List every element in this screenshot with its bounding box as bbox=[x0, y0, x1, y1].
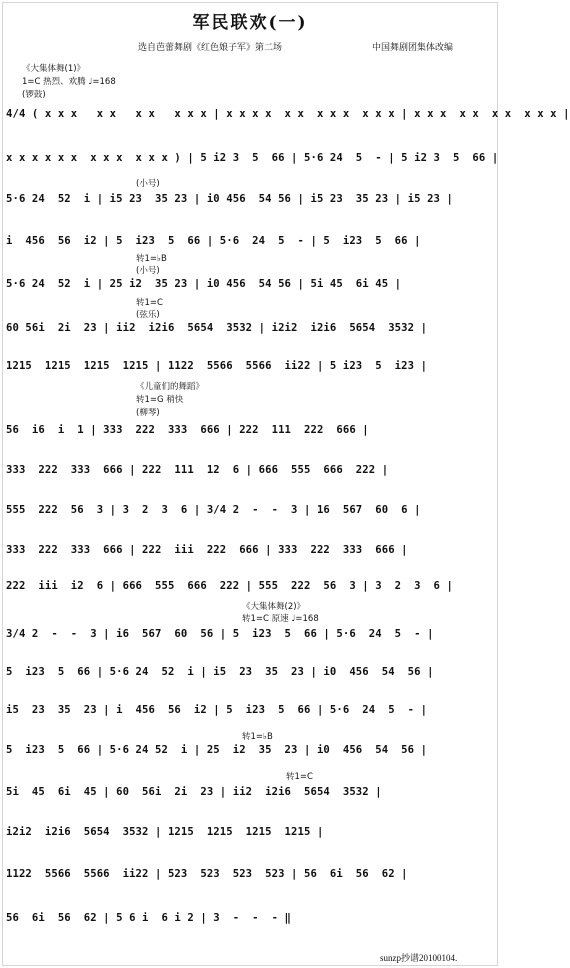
score-line: 5 i23 5 66 | 5·6 24 52 i | 25 i2 35 23 | i0 456 54 56 | bbox=[6, 744, 428, 756]
score-line: i2i2 i2i6 5654 3532 | 1215 1215 1215 1215 | bbox=[6, 826, 324, 838]
modulation-label-g: 转1=G 稍快 bbox=[136, 395, 184, 405]
instrument-label-trumpet-1: (小号) bbox=[136, 179, 160, 189]
score-line: 1122 5566 5566 ii22 | 523 523 523 523 | 56 6i 56 62 | bbox=[6, 868, 408, 880]
score-line: 5·6 24 52 i | i5 23 35 23 | i0 456 54 56 | i5 23 35 23 | i5 23 | bbox=[6, 193, 453, 205]
modulation-label-c-2: 转1=C bbox=[286, 772, 313, 782]
instrument-label-liuqin: (柳琴) bbox=[136, 408, 160, 418]
page-title: 军民联欢(一) bbox=[192, 13, 308, 33]
modulation-label-bb-2: 转1=♭B bbox=[242, 732, 273, 742]
instrument-label-trumpet-2: (小号) bbox=[136, 266, 160, 276]
score-line: 1215 1215 1215 1215 | 1122 5566 5566 ii22 | 5 i23 5 i23 | bbox=[6, 360, 428, 372]
tempo-return-label: 转1=C 原速 ♩=168 bbox=[242, 614, 319, 624]
key-tempo-1: 1=C 热烈、欢腾 ♩=168 bbox=[22, 77, 116, 87]
instrument-label-1: (锣鼓) bbox=[22, 90, 46, 100]
score-line: 555 222 56 3 | 3 2 3 6 | 3/4 2 - - 3 | 16 567 60 6 | bbox=[6, 504, 421, 516]
section-label-3: 《大集体舞(2)》 bbox=[242, 602, 306, 612]
page-frame bbox=[2, 2, 570, 966]
score-line: 4/4 ( x x x x x x x x x x | x x x x x x x x x x x x | x x x x x x x x x x | bbox=[6, 108, 570, 120]
score-line: 333 222 333 666 | 222 iii 222 666 | 333 222 333 666 | bbox=[6, 544, 408, 556]
score-line: 333 222 333 666 | 222 111 12 6 | 666 555 666 222 | bbox=[6, 464, 389, 476]
arranger-note: 中国舞剧团集体改编 bbox=[372, 43, 454, 53]
score-line: 56 i6 i 1 | 333 222 333 666 | 222 111 222 666 | bbox=[6, 424, 369, 436]
instrument-label-strings: (弦乐) bbox=[136, 310, 160, 320]
score-line: 222 iii i2 6 | 666 555 666 222 | 555 222 56 3 | 3 2 3 6 | bbox=[6, 580, 453, 592]
section-label-1: 《大集体舞(1)》 bbox=[22, 64, 86, 74]
score-line: 5·6 24 52 i | 25 i2 35 23 | i0 456 54 56 | 5i 45 6i 45 | bbox=[6, 278, 402, 290]
section-label-2: 《儿童们的舞蹈》 bbox=[136, 382, 205, 392]
score-line: i5 23 35 23 | i 456 56 i2 | 5 i23 5 66 | 5·6 24 5 - | bbox=[6, 704, 428, 716]
score-line: 5i 45 6i 45 | 60 56i 2i 23 | ii2 i2i6 5654 3532 | bbox=[6, 786, 382, 798]
score-line: 60 56i 2i 23 | ii2 i2i6 5654 3532 | i2i2 i2i6 5654 3532 | bbox=[6, 322, 428, 334]
score-line: 3/4 2 - - 3 | i6 567 60 56 | 5 i23 5 66 | 5·6 24 5 - | bbox=[6, 628, 434, 640]
transcriber-signature: sunzp抄谱20100104. bbox=[380, 953, 458, 963]
score-line: x x x x x x x x x x x x ) | 5 i2 3 5 66 | 5·6 24 5 - | 5 i2 3 5 66 | bbox=[6, 152, 499, 164]
modulation-label-c-1: 转1=C bbox=[136, 298, 163, 308]
score-line: 5 i23 5 66 | 5·6 24 52 i | i5 23 35 23 | i0 456 54 56 | bbox=[6, 666, 434, 678]
source-note: 选自芭蕾舞剧《红色娘子军》第二场 bbox=[138, 43, 283, 53]
score-line: 56 6i 56 62 | 5 6 i 6 i 2 | 3 - - - ‖ bbox=[6, 912, 292, 924]
modulation-label-bb-1: 转1=♭B bbox=[136, 254, 167, 264]
score-line: i 456 56 i2 | 5 i23 5 66 | 5·6 24 5 - | 5 i23 5 66 | bbox=[6, 235, 421, 247]
